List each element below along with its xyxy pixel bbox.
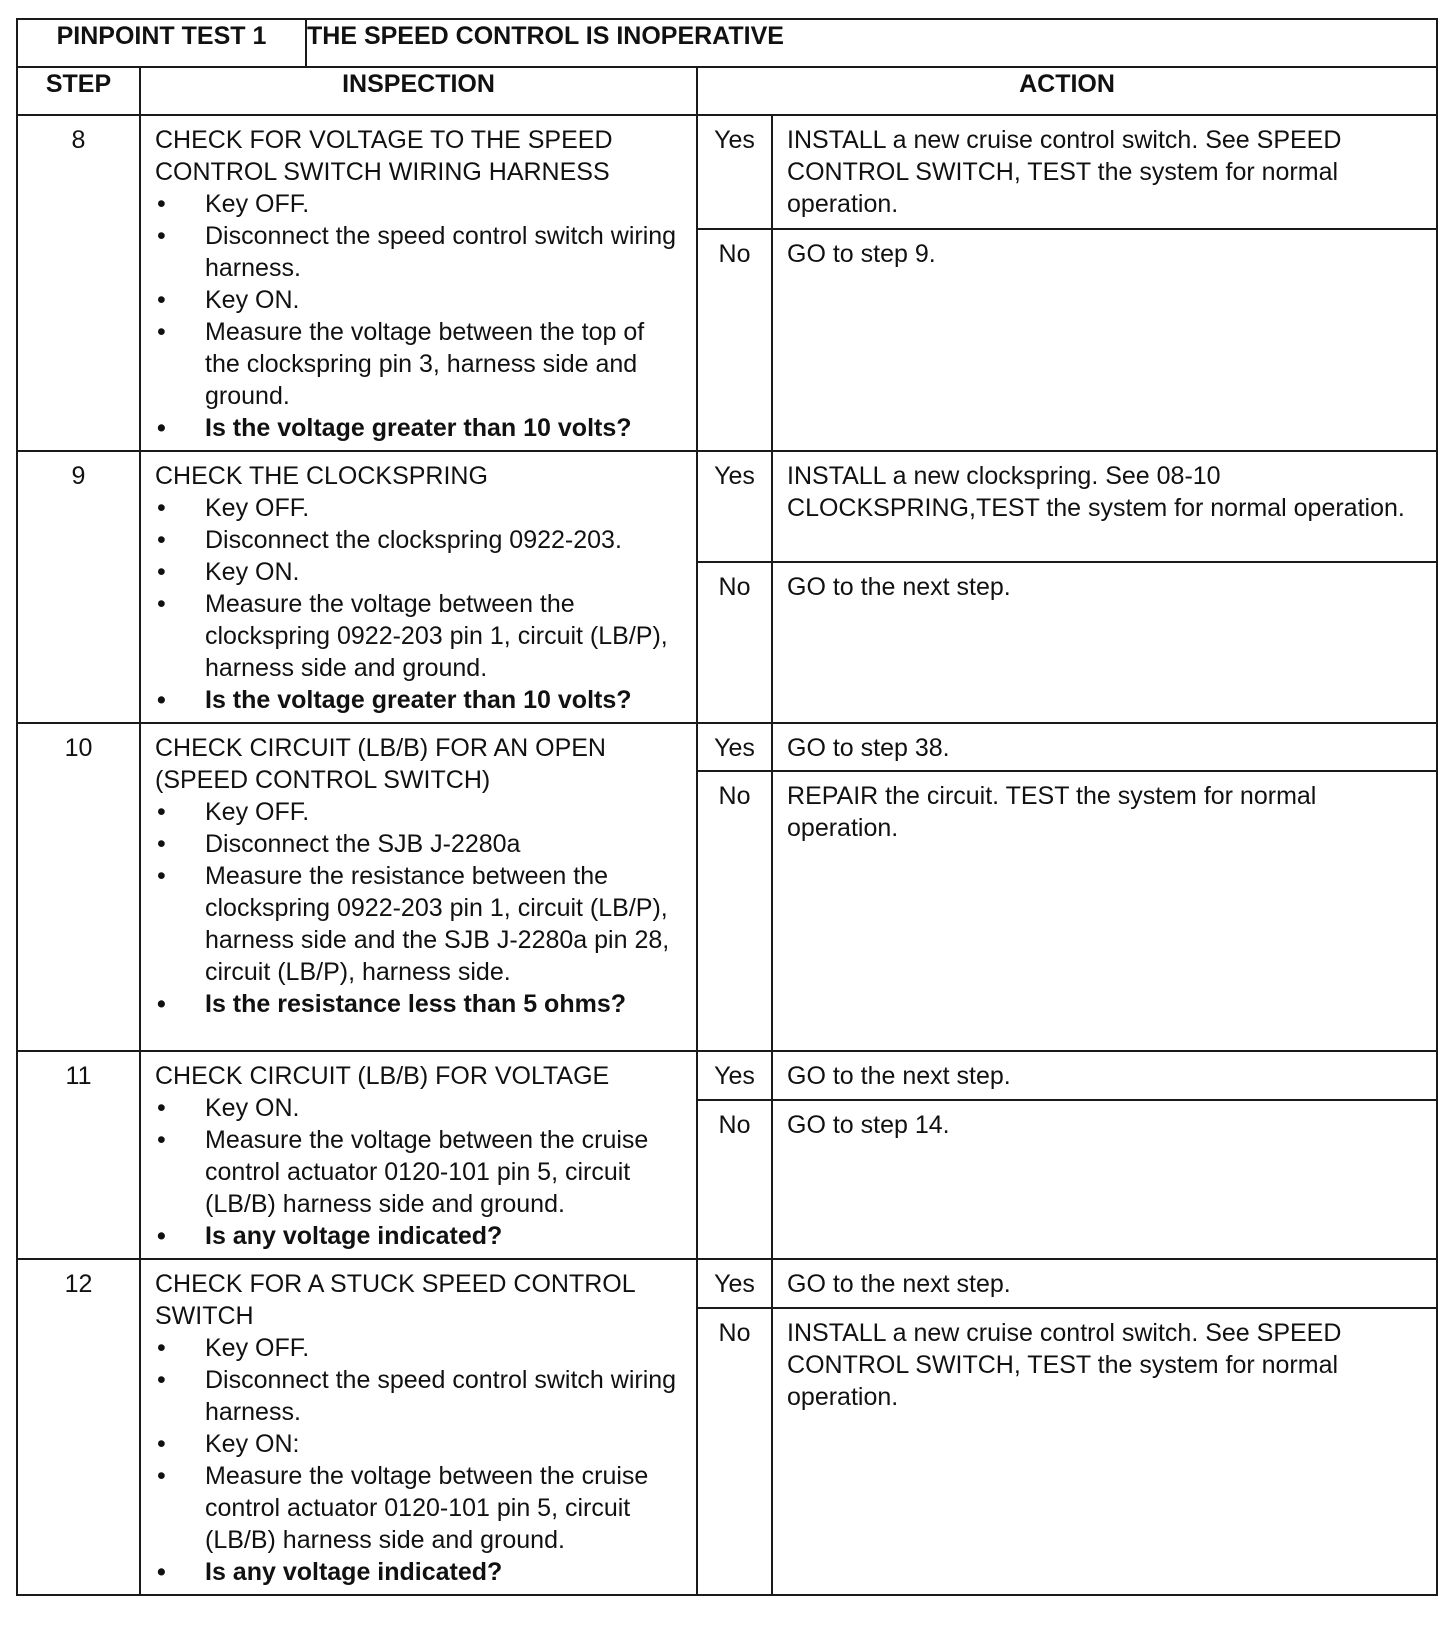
- inspection-question: • Is the voltage greater than 10 volts?: [155, 412, 682, 444]
- inspection-cell: [140, 451, 697, 723]
- inspection-bullet: • Measure the voltage between the clockspring 0922-203 pin 1, circuit (LB/P), harness side and ground.: [155, 588, 682, 684]
- yes-label: Yes: [697, 115, 772, 229]
- yes-action: GO to step 38.: [772, 723, 1437, 771]
- inspection-heading: CHECK CIRCUIT (LB/B) FOR VOLTAGE: [155, 1062, 610, 1090]
- inspection-bullet: • Disconnect the speed control switch wiring harness.: [155, 1364, 682, 1428]
- step-row: [17, 723, 1437, 771]
- inspection-cell: [140, 115, 697, 451]
- inspection-bullet-list: [155, 1092, 682, 1252]
- test-title: THE SPEED CONTROL IS INOPERATIVE: [306, 19, 1437, 67]
- inspection-bullet: • Measure the voltage between the cruise control actuator 0120-101 pin 5, circuit (LB/B) harness side and ground.: [155, 1460, 682, 1556]
- inspection-bullet: • Key OFF.: [155, 1332, 682, 1364]
- no-label: No: [697, 1100, 772, 1259]
- inspection-column-header: INSPECTION: [140, 67, 697, 115]
- yes-label: Yes: [697, 723, 772, 771]
- yes-action: GO to the next step.: [772, 1259, 1437, 1308]
- inspection-question: • Is any voltage indicated?: [155, 1220, 682, 1252]
- step-number: 9: [17, 451, 140, 723]
- inspection-bullet: • Key OFF.: [155, 188, 682, 220]
- inspection-bullet: • Disconnect the SJB J-2280a: [155, 828, 682, 860]
- step-number: 8: [17, 115, 140, 451]
- step-row: [17, 115, 1437, 229]
- action-column-header: ACTION: [697, 67, 1437, 115]
- yes-action: INSTALL a new cruise control switch. See SPEED CONTROL SWITCH, TEST the system for normal operation.: [772, 115, 1437, 229]
- no-label: No: [697, 562, 772, 723]
- inspection-heading: CHECK CIRCUIT (LB/B) FOR AN OPEN (SPEED CONTROL SWITCH): [155, 734, 606, 794]
- test-header-row: [17, 19, 1437, 67]
- step-row: [17, 1259, 1437, 1308]
- inspection-bullet: • Disconnect the speed control switch wiring harness.: [155, 220, 682, 284]
- inspection-bullet: • Disconnect the clockspring 0922-203.: [155, 524, 682, 556]
- inspection-bullet-list: [155, 796, 682, 1020]
- step-row: [17, 451, 1437, 562]
- yes-action: INSTALL a new clockspring. See 08-10 CLOCKSPRING,TEST the system for normal operation.: [772, 451, 1437, 562]
- pinpoint-test-table: [16, 18, 1438, 1596]
- inspection-heading: CHECK THE CLOCKSPRING: [155, 462, 488, 490]
- inspection-bullet: • Measure the voltage between the top of the clockspring pin 3, harness side and ground.: [155, 316, 682, 412]
- inspection-bullet-list: [155, 188, 682, 444]
- inspection-cell: [140, 1051, 697, 1259]
- inspection-bullet-list: [155, 492, 682, 716]
- no-label: No: [697, 1308, 772, 1595]
- inspection-heading: CHECK FOR VOLTAGE TO THE SPEED CONTROL SWITCH WIRING HARNESS: [155, 126, 613, 186]
- pinpoint-label: PINPOINT TEST 1: [17, 19, 306, 67]
- no-action: INSTALL a new cruise control switch. See SPEED CONTROL SWITCH, TEST the system for normal operation.: [772, 1308, 1437, 1595]
- inspection-bullet: • Measure the voltage between the cruise control actuator 0120-101 pin 5, circuit (LB/B) harness side and ground.: [155, 1124, 682, 1220]
- inspection-cell: [140, 1259, 697, 1595]
- inspection-bullet: • Measure the resistance between the clockspring 0922-203 pin 1, circuit (LB/P), harness side and the SJB J-2280a pin 28, circuit (LB/P), harness side.: [155, 860, 682, 988]
- no-action: REPAIR the circuit. TEST the system for normal operation.: [772, 771, 1437, 1051]
- inspection-question: • Is the resistance less than 5 ohms?: [155, 988, 682, 1020]
- inspection-bullet: • Key ON.: [155, 1092, 682, 1124]
- inspection-bullet: • Key ON:: [155, 1428, 682, 1460]
- inspection-question: • Is any voltage indicated?: [155, 1556, 682, 1588]
- step-row: [17, 1051, 1437, 1100]
- no-label: No: [697, 771, 772, 1051]
- inspection-bullet-list: [155, 1332, 682, 1588]
- step-number: 10: [17, 723, 140, 1051]
- no-action: GO to step 14.: [772, 1100, 1437, 1259]
- yes-label: Yes: [697, 451, 772, 562]
- inspection-bullet: • Key ON.: [155, 556, 682, 588]
- step-column-header: STEP: [17, 67, 140, 115]
- inspection-cell: [140, 723, 697, 1051]
- yes-label: Yes: [697, 1259, 772, 1308]
- no-action: GO to step 9.: [772, 229, 1437, 451]
- yes-action: GO to the next step.: [772, 1051, 1437, 1100]
- no-action: GO to the next step.: [772, 562, 1437, 723]
- inspection-bullet: • Key OFF.: [155, 492, 682, 524]
- step-number: 12: [17, 1259, 140, 1595]
- step-number: 11: [17, 1051, 140, 1259]
- inspection-bullet: • Key ON.: [155, 284, 682, 316]
- inspection-question: • Is the voltage greater than 10 volts?: [155, 684, 682, 716]
- inspection-bullet: • Key OFF.: [155, 796, 682, 828]
- column-header-row: [17, 67, 1437, 115]
- yes-label: Yes: [697, 1051, 772, 1100]
- inspection-heading: CHECK FOR A STUCK SPEED CONTROL SWITCH: [155, 1270, 635, 1330]
- no-label: No: [697, 229, 772, 451]
